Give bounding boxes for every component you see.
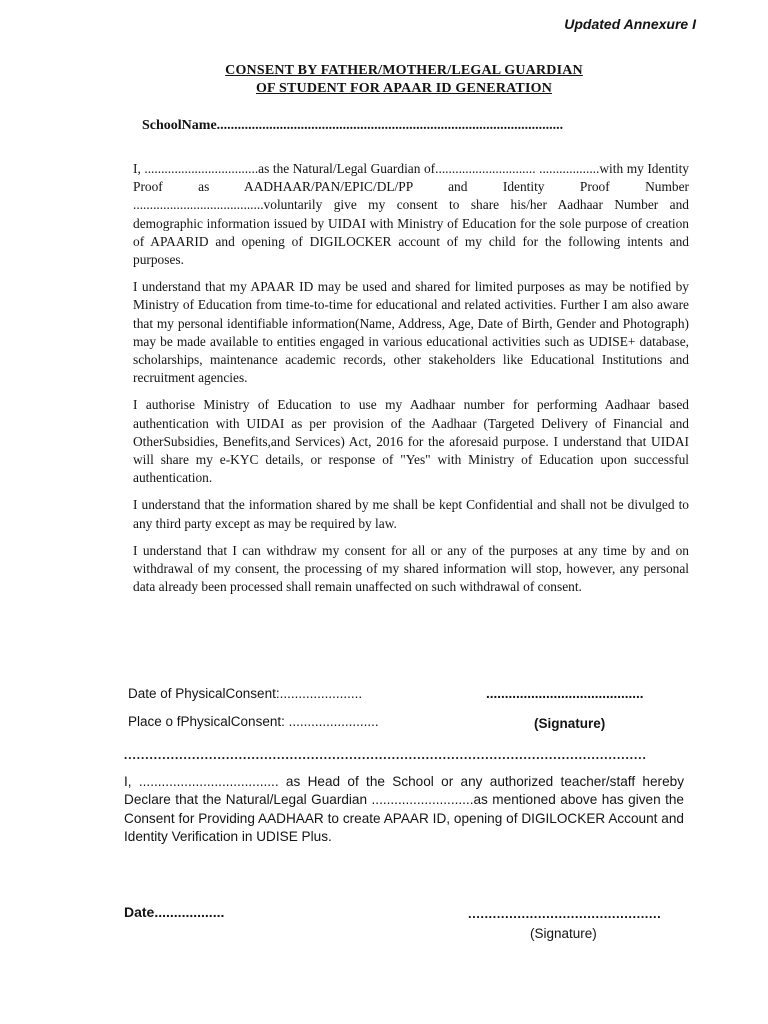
section-separator: ........................................................................................................................... [124,747,647,762]
paragraph-confidentiality: I understand that the information shared by me shall be kept Confidential and shall not be divulged to any third party except as may be required by law. [133,497,689,531]
declaration-signature-label: (Signature) [530,926,597,941]
form-title [0,62,768,98]
declaration-date-field: Date.................. [124,904,225,920]
place-of-consent-field: Place o fPhysicalConsent: ........................ [128,714,379,729]
consent-body [133,160,689,605]
title-line-2: OF STUDENT FOR APAAR ID GENERATION [255,81,553,96]
declaration-signature-line: ............................................... [468,906,662,921]
date-of-consent-field: Date of PhysicalConsent:...................... [128,686,363,701]
school-name-field: SchoolName................................................................................................... [142,118,564,133]
signature-label: (Signature) [534,716,606,731]
head-declaration: I, ..................................... as Head of the School or any authorized teacher/staff hereby Declare that the Natural/Legal Guardian ...........................as mentioned above has given the Consent for Providing AADHAAR to create APAAR ID, opening of DIGILOCKER Account and Identity Verification in UDISE Plus. [124,774,684,845]
paragraph-withdrawal: I understand that I can withdraw my consent for all or any of the purposes at any time by and on withdrawal of my consent, the processing of my shared information will stop, however, any personal data already been processed shall remain unaffected on such withdrawal of consent. [133,542,689,595]
paragraph-guardian-identity: I, ..................................as the Natural/Legal Guardian of.............................. ..................with my Identity Proof as AADHAAR/PAN/EPIC/DL/PP and Identity Proof Number .......................................voluntarily give my consent to share his/her Aadhaar Number and demographic information issued by UIDAI with Ministry of Education for the sole purpose of creation of APAARID and opening of DIGILOCKER account of my child for the following intents and purposes. [133,161,689,268]
paragraph-aadhaar-authorisation: I authorise Ministry of Education to use my Aadhaar number for performing Aadhaar based authentication with UIDAI as per provision of the Aadhaar (Targeted Delivery of Financial and OtherSubsidies, Benefits,and Services) Act, 2016 for the aforesaid purpose. I understand that UIDAI will share my e-KYC details, or response of "Yes" with Ministry of Education upon successful authentication. [133,397,689,486]
annexure-label: Updated Annexure I [564,16,696,32]
paragraph-apaar-usage: I understand that my APAAR ID may be used and shared for limited purposes as may be notified by Ministry of Education from time-to-time for educational and related activities. Further I am also aware that my personal identifiable information(Name, Address, Age, Date of Birth, Gender and Photograph) may be made available to entities engaged in various educational activities such as UDISE+ database, scholarships, maintenance academic records, other stakeholders like Educational Institutions and recruitment agencies. [133,279,689,386]
title-line-1: CONSENT BY FATHER/MOTHER/LEGAL GUARDIAN [225,63,583,78]
signature-line: .......................................... [486,686,644,701]
